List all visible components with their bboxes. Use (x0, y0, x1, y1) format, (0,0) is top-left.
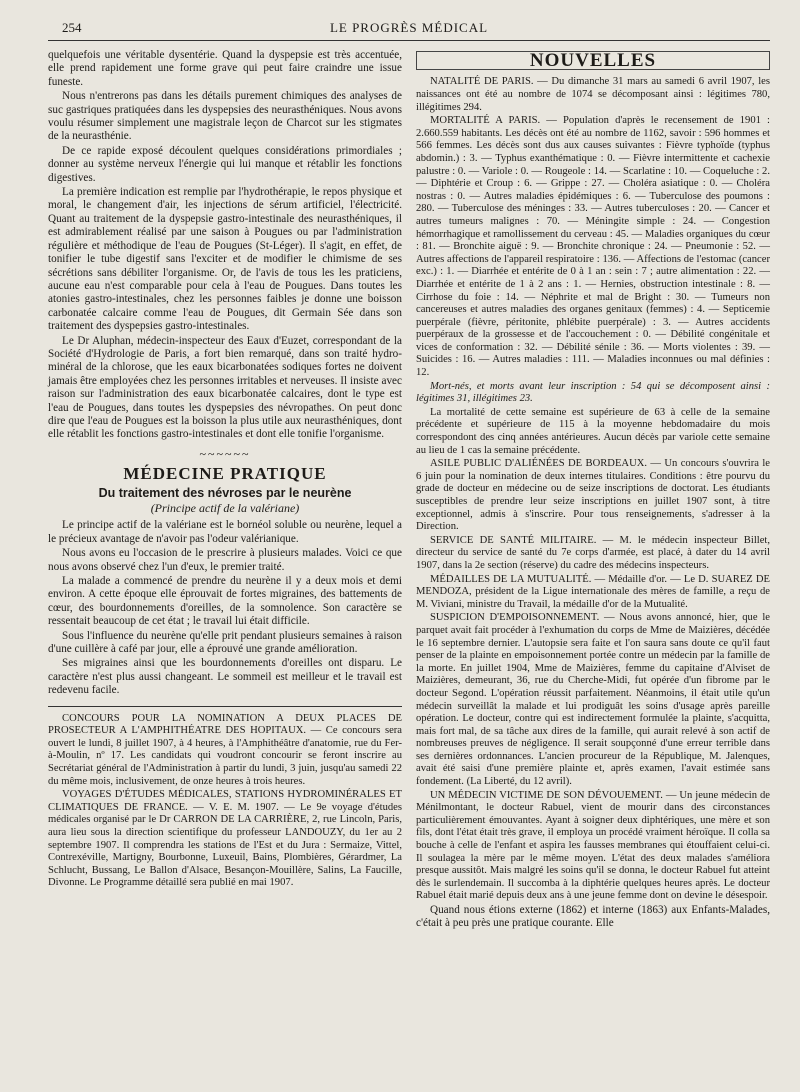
notice-voyages: VOYAGES D'ÉTUDES MÉDICALES, STATIONS HYDROMINÉRALES ET CLIMATIQUES DE FRANCE. — V. E. M. 1907. — Le 9e voyage d'études médicales organisé par le Dr CARRON DE LA CARRIÈRE, 2, rue Lincoln, Paris, aura lieu sous la direction scientifique du professeur LANDOUZY, du 1er au 2 septembre 1907. Il comprendra les stations de l'Est et du Jura : Sermaize, Vittel, Contrexéville, Martigny, Bourbonne, Luxeuil, Bains, Plombières, Gérardmer, La Schlucht, Bussang, Le Ballon d'Alsace, Besançon-Mouillère, Salins, La Faucille, Divonne. Le Programme détaillé sera publié en mai 1907. (48, 789, 402, 889)
paragraph: La première indication est remplie par l'hydrothérapie, le repos physique et moral, le changement d'air, les injections de sérum artificiel, l'électricité. Quant au traitement de la dyspepsie gastro-intestinale des neurasthéniques, il est admirablement réalisé par une saison à Pougues ou par l'administration régulière et méthodique de l'eau de Pougues (St-Léger). Il s'agit, en effet, de tonifier le tube digestif sans l'exciter et de modifier le chimisme de ses sécrétions sans débiliter l'organisme. Or, de l'avis de tous les les praticiens, aucune eau n'est comparable pour cela à l'eau de Pougues. Dans toutes les atonies gastro-intestinales, chez les personnes faibles je donne une boisson carbonatée calcaire comme l'eau de Pougues, dit Germain Sée dans son traitement des dyspepsies gastro-intestinales. (48, 186, 402, 333)
news-service-sante: SERVICE DE SANTÉ MILITAIRE. — M. le médecin inspecteur Billet, directeur du service de santé du 7e corps d'armée, est placé, à dater du 14 avril 1907, dans la 2e section (réserve) du cadre des médecins inspecteurs. (416, 534, 770, 571)
news-natalite: NATALITÉ DE PARIS. — Du dimanche 31 mars au samedi 6 avril 1907, les naissances ont été au nombre de 1074 se décomposant ainsi : légitimes 780, illégitimes 294. (416, 76, 770, 113)
news-mortalite-comparaison: La mortalité de cette semaine est supérieure de 63 à celle de la semaine précédente et supérieure de 115 à la moyenne hebdomadaire du mois correspondont des cinq années antérieures. Aucun décès par variole cette semaine au lieu de 1 cas la semaine précédente. (416, 406, 770, 456)
divider-rule (48, 706, 402, 707)
news-medecin-victime: UN MÉDECIN VICTIME DE SON DÉVOUEMENT. — Un jeune médecin de Ménilmontant, le docteur Rabuel, vient de mourir dans des circonstances particulièrement émouvantes. Ayant à soigner deux diphtériques, une mère et son fils, dont l'état était très grave, il employa un procédé vraiment héroïque. Il colla sa bouche à celle de l'enfant et aspira les fausses membranes qui étouffaient celui-ci. Il soulagea la mère par le même moyen. L'état des deux malades s'améliora presque aussitôt. Mais malgré les soins qu'il se donna, le docteur Rabuel fut atteint dès le surlendemain. Il succomba à la diphtérie quelques heures après. Le docteur Rabuel était marié depuis deux ans à une jeune femme dont on devine le désespoir. (416, 789, 770, 902)
article-subtitle-italic: (Principe actif de la valériane) (150, 501, 300, 515)
paragraph: Le principe actif de la valériane est le bornéol soluble ou neurène, lequel a le précieux avantage de n'avoir pas l'odeur valérianique. (48, 519, 402, 545)
right-column (416, 49, 770, 932)
journal-title: LE PROGRÈS MÉDICAL (329, 20, 489, 35)
news-asile-bordeaux: ASILE PUBLIC D'ALIÉNÉES DE BORDEAUX. — Un concours s'ouvrira le 6 juin pour la nomination de deux internes titulaires. Conditions : être pourvu du grade de docteur en médecine ou de seize inscriptions de doctorat. Les étudiants susceptibles de prendre leur seize inscriptions en juillet 1907 sont, à titre exceptionnel, admis à s'inscrire. Pour tous renseignements, s'adresser à la Direction. (416, 458, 770, 533)
paragraph-continues: Quand nous étions externe (1862) et interne (1863) aux Enfants-Malades, c'était à peu près une pratique courante. Elle (416, 904, 770, 930)
paragraph: Nous avons eu l'occasion de le prescrire à plusieurs malades. Voici ce que nous avons observé chez l'un d'eux, le premier traité. (48, 547, 402, 573)
paragraph: Nous n'entrerons pas dans les détails purement chimiques des analyses de suc gastriques pratiquées dans les dyspepsies des neurasthéniques. Nous avons voulu résumer simplement une magistrale leçon de Charcot sur les stigmates de la neurasthénie. (48, 90, 402, 143)
notice-concours: CONCOURS POUR LA NOMINATION A DEUX PLACES DE PROSECTEUR A L'AMPHITHÉATRE DES HOPITAUX. — Ce concours sera ouvert le lundi, 8 juillet 1907, à 4 heures, à l'Amphithéâtre d'anatomie, rue du Fer-à-Moulin, nº 17. Les candidats qui voudront concourir se feront inscrire au Secrétariat général de l'Administration à partir du lundi, 3 juin, jusqu'au samedi 22 du même mois, inclusivement, de onze heures à trois heures. (48, 712, 402, 787)
paragraph: Ses migraines ainsi que les bourdonnements d'oreilles ont disparu. Le caractère n'est plus aussi changeant. Le sommeil est meilleur et le travail est redevenu facile. (48, 657, 402, 697)
news-medailles: MÉDAILLES DE LA MUTUALITÉ. — Médaille d'or. — Le D. SUAREZ DE MENDOZA, président de la Ligue internationale des mères de famille, a reçu de M. Viviani, ministre du Travail, la médaille d'or de la Mutualité. (416, 573, 770, 610)
section-title-nouvelles: NOUVELLES (416, 51, 770, 70)
news-mortalite: MORTALITÉ A PARIS. — Population d'après le recensement de 1901 : 2.660.559 habitants. Les décès ont été au nombre de 1162, savoir : 596 hommes et 566 femmes. Les décès sont dus aux causes suivantes : Fièvre typhoïde (typhus abdomin.) : 3. — Typhus exanthématique : 0. — Fièvre intermittente et cachexie palustre : 0. — Variole : 0. — Rougeole : 14. — Scarlatine : 10. — Coqueluche : 2. — Diphtérie et Croup : 6. — Grippe : 27. — Choléra asiatique : 0. — Choléra nostras : 0. — Autres maladies épidémiques : 6. — Tuberculose des poumons : 280. — Tuberculose des méninges : 33. — Autres tuberculoses : 20. — Cancer et autres tumeurs malignes : 70. — Méningite simple : 24. — Congestion hémorrhagique et ramollissement du cerveau : 45. — Maladies organiques du cœur : 81. — Bronchite aiguë : 9. — Bronchite chronique : 24. — Pneumonie : 52. — Autres affections de l'appareil respiratoire : 136. — Affections de l'estomac (cancer exc.) : 1. — Diarrhée et entérite de 0 à 1 an : sein : 7 ; autre alimentation : 22. — Diarrhée et entérite de 1 à 2 ans : 1. — Hernies, obstruction intestinale : 8. — Cirrhose du foie : 14. — Néphrite et mal de Bright : 30. — Tumeurs non cancereuses et autres maladies des organes genitaux (femmes) : 4. — Septicemie puerpérale (fièvre, péritonite, phlébite puerpérale) : 3. — Autres accidents puerpéraux de la grossesse et de l'accouchement : 0. — Débilité congénitale et vices de conformation : 32. — Débilité sénile : 36. — Morts violentes : 39. — Suicides : 16. — Autres maladies : 111. — Maladies inconnues ou mal définies : 12. (416, 115, 770, 379)
paragraph: La malade a commencé de prendre du neurène il y a deux mois et demi environ. A cette époque elle éprouvait de fortes migraines, des battements de cœur, des bourdonnements d'oreilles, de la somnolence. Son caractère se ressentait beaucoup de cet état ; le travail lui était difficile. (48, 575, 402, 628)
article-subtitle: Du traitement des névroses par le neurène (98, 485, 352, 500)
paragraph: Sous l'influence du neurène qu'elle prit pendant plusieurs semaines à raison d'une cuillère à café par jour, elle a éprouvé une grande amélioration. (48, 629, 402, 656)
ornament-divider: ~~~~~~ (199, 446, 251, 461)
paragraph: quelquefois une véritable dysentérie. Quand la dyspepsie est très accentuée, elle prend rapidement une forme grave qui peut faire craindre une issue funeste. (48, 49, 402, 88)
news-mort-nes: Mort-nés, et morts avant leur inscription : 54 qui se décomposent ainsi : légitimes 31, illégitimes 23. (416, 380, 770, 405)
left-column (48, 49, 402, 932)
paragraph: De ce rapide exposé découlent quelques considérations primordiales ; donner au système nerveux l'énergie qui lui manque et rétablir les fonctions digestives. (48, 144, 402, 184)
page-number: 254 (62, 20, 82, 35)
news-suspicion: SUSPICION D'EMPOISONNEMENT. — Nous avons annoncé, hier, que le parquet avait fait procéder à l'exhumation du corps de Mme de Maizières, décédée le 16 septembre dernier. L'autopsie sera faite et l'on saura sans doute ce qu'il faut penser de la plainte en empoisonnement portée contre un médecin par la famille de la morte. En juillet 1904, Mme de Maizières, femme du capitaine d'Alviset de Maizières, demeurant, 36, rue du Cherche-Midi, fut opérée d'un fibrome par le docteur Segond. L'opération réussit parfaitement. Néanmoins, il était utile qu'un médecin surveillât la malade et lui prodiguât les soins d'usage après pareille opération. Le docteur, contre qui est indirectement formulée la plainte, s'acquitta, mais fort mal, de sa tâche aux dires de la famille, qui aurait relevé à son actif de nombreuses preuves de négligence. Il serait soupçonné d'une erreur terrible dans ses dernières ordonnances. L'ancien procureur de la République, M. Jalenques, avait été saisi d'une première plainte et, après examen, l'avait estimée sans fondement. (La Liberté, du 12 avril). (416, 612, 770, 788)
page-header (48, 18, 770, 41)
paragraph: Le Dr Aluphan, médecin-inspecteur des Eaux d'Euzet, correspondant de la Société d'Hydrologie de Paris, a fort bien remarqué, dans son traité hydro-minéral de la chlorose, que les eaux bicarbonatées sodiques fortes ne doivent jamais être employées chez les personnes irritables et nerveuses. Il insiste avec raison sur l'administration des eaux bicarbonatée calcaires, dont le type est l'eau de Pougues, dans toutes les dyspepsies des névropathes. On peut donc dire que l'eau de Pougues est la boisson la plus utile aux neurasthéniques, dont elle rétablit les fonctions gastro-intestinales et dont elle tonifie l'organisme. (48, 334, 402, 441)
section-title-medecine-pratique: MÉDECINE PRATIQUE (123, 464, 327, 484)
columns (48, 49, 770, 932)
